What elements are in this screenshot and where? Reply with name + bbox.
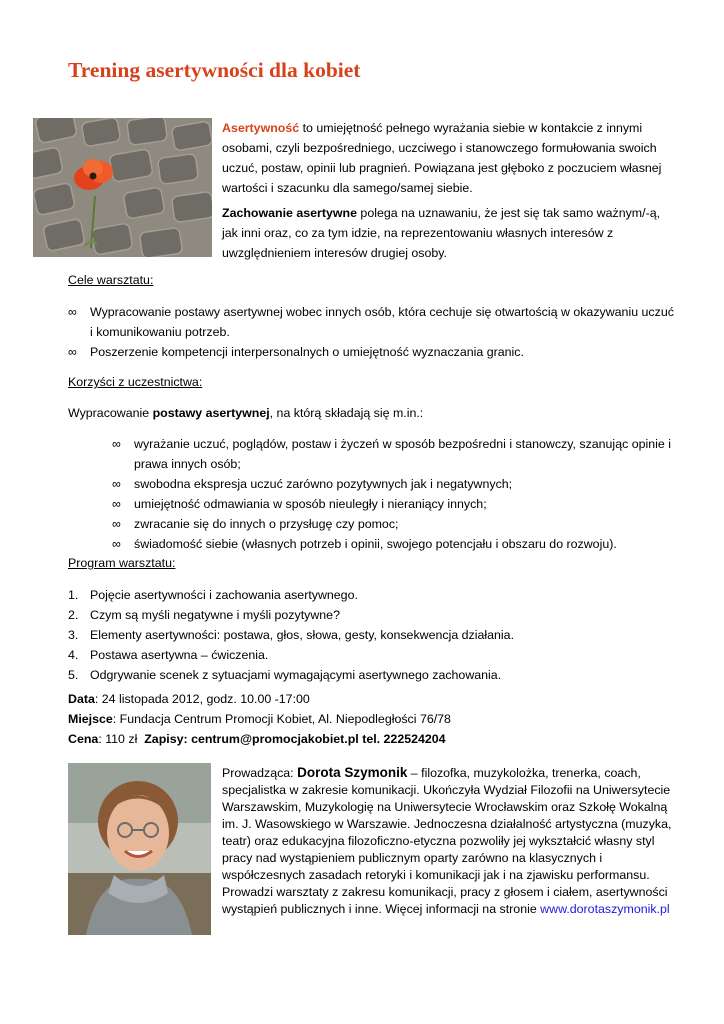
price-value: : 110 zł bbox=[98, 732, 138, 746]
term-assertiveness: Asertywność bbox=[222, 121, 300, 135]
program-item-number: 3. bbox=[68, 628, 79, 642]
benefit-item-text: wyrażanie uczuć, poglądów, postaw i życzeń w sposób bezpośredni i stanowczy, szanując opinie i prawa innych osób; bbox=[134, 437, 671, 471]
infinity-bullet-icon: ∞ bbox=[112, 537, 121, 551]
program-list bbox=[68, 585, 688, 685]
program-item bbox=[68, 625, 688, 645]
benefit-item bbox=[112, 474, 678, 494]
program-item-number: 2. bbox=[68, 608, 79, 622]
place-line bbox=[68, 709, 688, 729]
trainer-website-link[interactable]: www.dorotaszymonik.pl bbox=[540, 902, 670, 916]
date-label: Data bbox=[68, 692, 95, 706]
benefits-lead-start: Wypracowanie bbox=[68, 406, 153, 420]
program-item-text: Postawa asertywna – ćwiczenia. bbox=[90, 648, 269, 662]
page-title: Trening asertywności dla kobiet bbox=[68, 58, 361, 82]
goal-item-text: Poszerzenie kompetencji interpersonalnych o umiejętność wyznaczania granic. bbox=[90, 345, 524, 359]
benefit-item bbox=[112, 494, 678, 514]
benefit-item bbox=[112, 514, 678, 534]
benefit-item-text: umiejętność odmawiania w sposób nieuległy i nieraniący innych; bbox=[134, 497, 487, 511]
program-item-number: 1. bbox=[68, 588, 79, 602]
benefits-list bbox=[112, 434, 678, 554]
program-item bbox=[68, 605, 688, 625]
trainer-lead: Prowadząca: bbox=[222, 766, 298, 780]
signup-contact: : centrum@promocjakobiet.pl tel. 222524204 bbox=[183, 732, 446, 746]
infinity-bullet-icon: ∞ bbox=[68, 345, 77, 359]
intro-paragraph-1-text: to umiejętność pełnego wyrażania siebie w kontakcie z innymi osobami, czyli bezpośredniego, uczciwego i stanowczego formułowania swoich uczuć, postaw, opinii lub pragnień. Powiązana jest głęboko z poczuciem własnej wartości i szacunku dla samego/samej siebie. bbox=[222, 121, 662, 195]
benefits-lead-end: , na którą składają się m.in.: bbox=[269, 406, 424, 420]
infinity-bullet-icon: ∞ bbox=[68, 305, 77, 319]
poppy-on-cobblestones-photo bbox=[33, 118, 212, 257]
intro-paragraph-2-text: polega na uznawaniu, że jest się tak samo ważnym/-ą, jak inni oraz, co za tym idzie, na reprezentowaniu własnych interesów z uwzględnieniem interesów drugiej osoby. bbox=[222, 206, 661, 260]
goal-item bbox=[68, 342, 680, 362]
infinity-bullet-icon: ∞ bbox=[112, 437, 121, 451]
place-value: : Fundacja Centrum Promocji Kobiet, Al. Niepodległości 76/78 bbox=[112, 712, 451, 726]
date-line bbox=[68, 689, 688, 709]
benefit-item bbox=[112, 534, 678, 554]
benefit-item-text: świadomość siebie (własnych potrzeb i opinii, swojego potencjału i obszaru do rozwoju). bbox=[134, 537, 617, 551]
program-item bbox=[68, 645, 688, 665]
event-info bbox=[68, 689, 688, 749]
place-label: Miejsce bbox=[68, 712, 113, 726]
program-item bbox=[68, 585, 688, 605]
trainer-name: Dorota Szymonik bbox=[297, 765, 408, 780]
price-label: Cena bbox=[68, 732, 99, 746]
term-assertive-behaviour: Zachowanie asertywne bbox=[222, 206, 357, 220]
benefits-heading: Korzyści z uczestnictwa: bbox=[68, 375, 203, 389]
goals-list bbox=[68, 302, 680, 362]
benefit-item-text: swobodna ekspresja uczuć zarówno pozytywnych jak i negatywnych; bbox=[134, 477, 513, 491]
benefits-lead bbox=[68, 403, 423, 423]
infinity-bullet-icon: ∞ bbox=[112, 517, 121, 531]
benefit-item-text: zwracanie się do innych o przysługę czy pomoc; bbox=[134, 517, 399, 531]
infinity-bullet-icon: ∞ bbox=[112, 497, 121, 511]
program-item-text: Elementy asertywności: postawa, głos, słowa, gesty, konsekwencja działania. bbox=[90, 628, 515, 642]
trainer-bio-text: – filozofka, muzykolożka, trenerka, coach, specjalistka w zakresie komunikacji. Ukończyła Wydział Filozofii na Uniwersytecie Warszawskim, Muzykologię na Uniwersytecie Wrocławskim oraz Szkołę Wokalną im. J. Wasowskiego w Warszawie. Jednoczesna działalność artystyczna (muzyka, teatr) oraz edukacyjna filozoficzno-etyczna pozwoliły jej wykształcić własny styl pracy nad wystąpieniem publicznym oparty zarówno na klasycznych i współczesnych zasadach retoryki i komunikacji jak i na zjawisku performansu. Prowadzi warsztaty z zakresu komunikacji, pracy z głosem i ciałem, asertywności wystąpień publicznych i inne. Więcej informacji na stronie bbox=[222, 766, 672, 916]
signup-label: Zapisy bbox=[144, 732, 184, 746]
program-item bbox=[68, 665, 688, 685]
program-item-text: Czym są myśli negatywne i myśli pozytywne? bbox=[90, 608, 340, 622]
benefit-item bbox=[112, 434, 678, 474]
trainer-portrait-photo bbox=[68, 763, 211, 935]
goal-item-text: Wypracowanie postawy asertywnej wobec innych osób, która cechuje się otwartością w okazywaniu uczuć i komunikowaniu potrzeb. bbox=[90, 305, 674, 339]
trainer-bio bbox=[222, 764, 677, 918]
infinity-bullet-icon: ∞ bbox=[112, 477, 121, 491]
date-value: : 24 listopada 2012, godz. 10.00 -17:00 bbox=[94, 692, 310, 706]
program-item-text: Odgrywanie scenek z sytuacjami wymagającymi asertywnego zachowania. bbox=[90, 668, 502, 682]
price-signup-line bbox=[68, 729, 688, 749]
program-item-number: 4. bbox=[68, 648, 79, 662]
goal-item bbox=[68, 302, 680, 342]
program-item-text: Pojęcie asertywności i zachowania asertywnego. bbox=[90, 588, 358, 602]
intro-text bbox=[222, 118, 677, 263]
goals-heading: Cele warsztatu: bbox=[68, 273, 154, 287]
intro-paragraph-assertiveness bbox=[222, 118, 677, 198]
intro-paragraph-assertive-behaviour bbox=[222, 203, 677, 263]
program-heading: Program warsztatu: bbox=[68, 556, 176, 570]
benefits-lead-bold: postawy asertywnej bbox=[152, 406, 270, 420]
program-item-number: 5. bbox=[68, 668, 79, 682]
